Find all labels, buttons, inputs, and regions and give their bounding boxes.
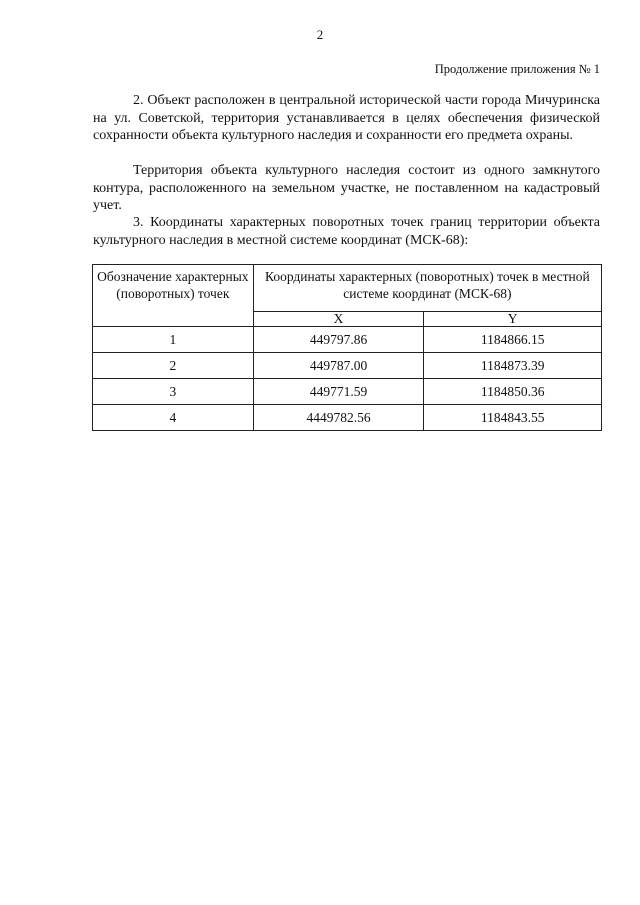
cell-point: 2 xyxy=(93,353,254,379)
header-point-designation: Обозначение характерных (поворотных) точек xyxy=(93,265,254,327)
cell-y: 1184866.15 xyxy=(424,327,602,353)
cell-point: 1 xyxy=(93,327,254,353)
table-row xyxy=(93,327,602,353)
header-coordinates: Координаты характерных (поворотных) точек в местной системе координат (МСК-68) xyxy=(253,265,601,312)
table-row xyxy=(93,353,602,379)
table-row xyxy=(93,379,602,405)
cell-y: 1184850.36 xyxy=(424,379,602,405)
cell-x: 449787.00 xyxy=(253,353,424,379)
table-row xyxy=(93,405,602,431)
paragraph-object-location: 2. Объект расположен в центральной исторической части города Мичуринска на ул. Советской, территория устанавливается в целях обеспечения физической сохранности объекта культурного наследия и сохранности его предмета охраны. xyxy=(93,93,600,143)
cell-y: 1184843.55 xyxy=(424,405,602,431)
header-x: X xyxy=(253,312,424,327)
cell-x: 449797.86 xyxy=(253,327,424,353)
coordinates-table xyxy=(92,264,602,431)
cell-point: 4 xyxy=(93,405,254,431)
table-header-row xyxy=(93,265,602,312)
cell-point: 3 xyxy=(93,379,254,405)
header-y: Y xyxy=(424,312,602,327)
cell-x: 449771.59 xyxy=(253,379,424,405)
paragraph-territory-contour: Территория объекта культурного наследия состоит из одного замкнутого контура, расположенного на земельном участке, не поставленном на кадастровый учет. xyxy=(93,163,600,213)
paragraph-coordinates-intro: 3. Координаты характерных поворотных точек границ территории объекта культурного наследия в местной системе координат (МСК-68): xyxy=(93,215,600,248)
continuation-label: Продолжение приложения № 1 xyxy=(434,62,600,76)
cell-y: 1184873.39 xyxy=(424,353,602,379)
page-number: 2 xyxy=(316,27,324,42)
cell-x: 4449782.56 xyxy=(253,405,424,431)
